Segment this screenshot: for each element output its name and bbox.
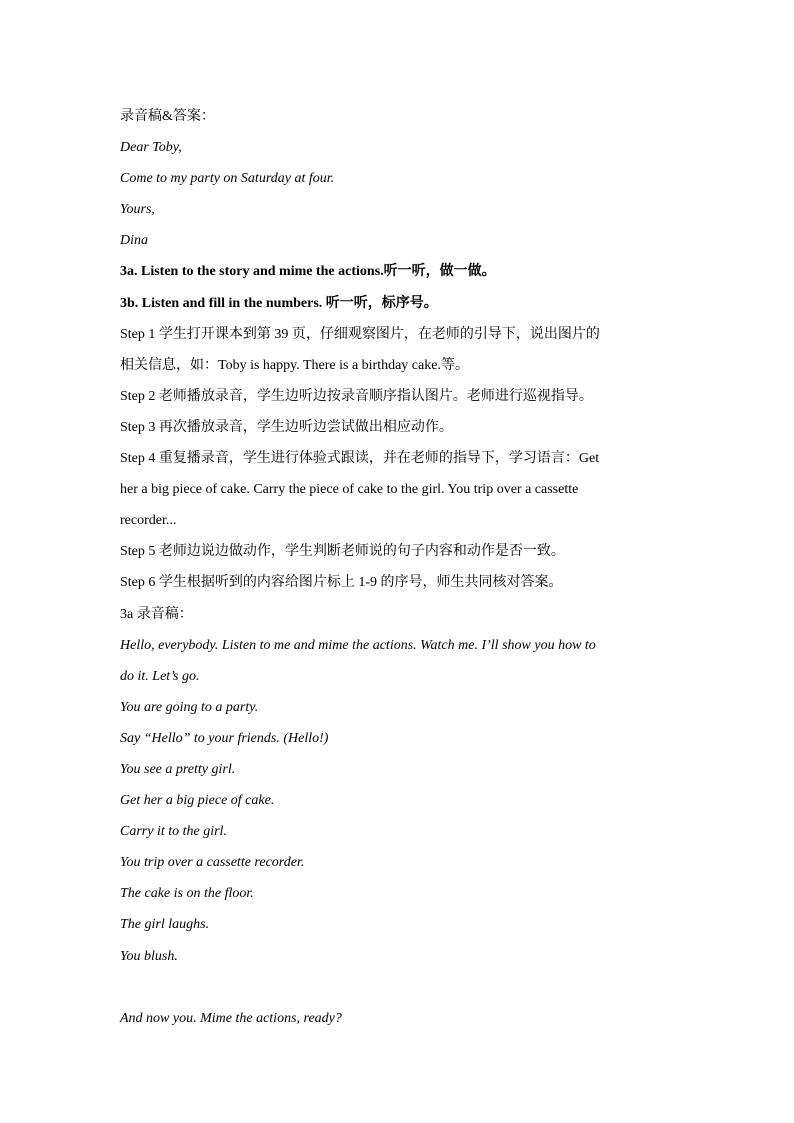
- step-5: Step 5 老师边说边做动作，学生判断老师说的句子内容和动作是否一致。: [120, 544, 565, 560]
- step-6: Step 6 学生根据听到的内容给图片标上 1-9 的序号，师生共同核对答案。: [120, 575, 563, 591]
- transcript-heading: 3a 录音稿：: [120, 606, 193, 622]
- step-1-line-2: 相关信息，如：Toby is happy. There is a birthday cake.等。: [120, 357, 469, 373]
- transcript-line: The cake is on the floor.: [120, 886, 254, 902]
- step-2: Step 2 老师播放录音，学生边听边按录音顺序指认图片。老师进行巡视指导。: [120, 388, 593, 404]
- transcript-line: Say “Hello” to your friends. (Hello!): [120, 730, 329, 746]
- script-heading: 录音稿&答案：: [120, 109, 215, 124]
- transcript-intro-line-2: do it. Let’s go.: [120, 668, 200, 684]
- transcript-line: You trip over a cassette recorder.: [120, 855, 305, 871]
- transcript-line: Carry it to the girl.: [120, 824, 227, 840]
- step-4-line-1: Step 4 重复播录音，学生进行体验式跟读，并在老师的指导下，学习语言：Get: [120, 451, 600, 467]
- section-3b-heading: 3b. Listen and fill in the numbers. 听一听，标序号。: [120, 295, 438, 311]
- transcript-line: The girl laughs.: [120, 917, 210, 933]
- section-3a-heading: 3a. Listen to the story and mime the actions.听一听，做一做。: [120, 264, 496, 280]
- letter-closing: Yours,: [120, 202, 155, 218]
- step-4-line-2: her a big piece of cake. Carry the piece of cake to the girl. You trip over a cassette: [120, 482, 579, 498]
- letter-signature: Dina: [120, 233, 148, 249]
- transcript-line: Get her a big piece of cake.: [120, 793, 275, 809]
- transcript-line: You see a pretty girl.: [120, 761, 236, 777]
- document-page: [120, 101, 680, 1034]
- transcript-closing: And now you. Mime the actions, ready?: [120, 1010, 342, 1026]
- transcript-line: You blush.: [120, 948, 178, 964]
- blank-line: [120, 972, 680, 1003]
- letter-salutation: Dear Toby,: [120, 140, 182, 156]
- step-1-line-1: Step 1 学生打开课本到第 39 页，仔细观察图片，在老师的引导下，说出图片的: [120, 326, 600, 342]
- transcript-line: You are going to a party.: [120, 699, 259, 715]
- step-3: Step 3 再次播放录音，学生边听边尝试做出相应动作。: [120, 419, 453, 435]
- letter-body: Come to my party on Saturday at four.: [120, 171, 335, 187]
- transcript-intro-line-1: Hello, everybody. Listen to me and mime the actions. Watch me. I’ll show you how to: [120, 637, 596, 653]
- step-4-line-3: recorder...: [120, 513, 177, 529]
